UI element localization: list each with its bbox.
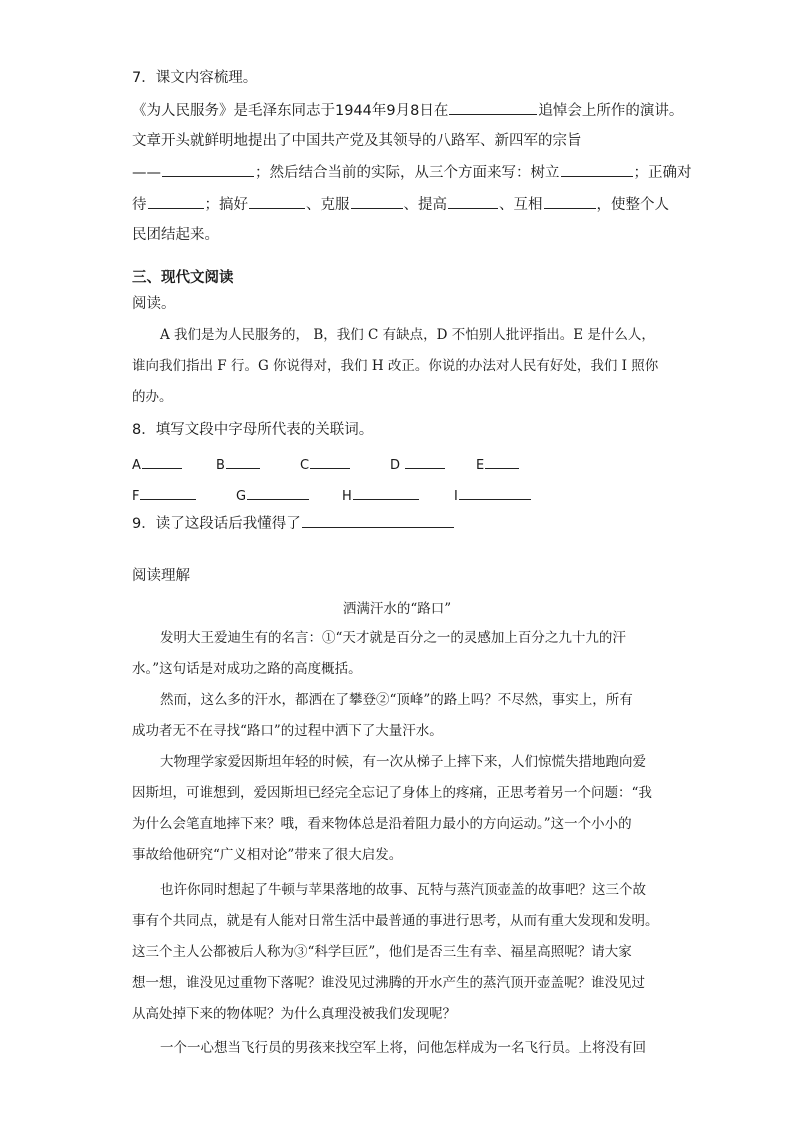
blank-E[interactable] xyxy=(485,454,519,469)
q8-prompt: 8．填写文段中字母所代表的关联词。 xyxy=(132,422,374,438)
reading-line: 为什么会笔直地摔下来？哦，看来物体总是沿着阻力最小的方向运动。”这一个小小的 xyxy=(132,816,632,832)
q7-blank-4[interactable] xyxy=(148,194,204,209)
reading-line: 成功者无不在寻找“路口”的过程中洒下了大量汗水。 xyxy=(132,723,443,739)
answer-slot-G[interactable] xyxy=(236,485,310,504)
q7-blank-7[interactable] xyxy=(448,194,498,209)
section-heading: 三、现代文阅读 xyxy=(132,270,234,286)
q7-title: 7．课文内容梳理。 xyxy=(132,70,258,86)
blank-I[interactable] xyxy=(459,485,531,500)
reading-line: 事有个共同点，就是有人能对日常生活中最普通的事进行思考，从而有重大发现和发明。 xyxy=(132,913,659,929)
q7-line1-text-b: 追悼会上所作的演讲。 xyxy=(538,103,684,119)
blank-G[interactable] xyxy=(247,485,309,500)
blank-H[interactable] xyxy=(353,485,419,500)
reading-line: 从高处掉下来的物体呢？为什么真理没被我们发现呢？ xyxy=(132,1006,456,1022)
q7-line4-text-e: 、互相 xyxy=(499,197,543,213)
answer-slot-D[interactable] xyxy=(390,454,446,473)
q7-line4-text-f: ，使整个人 xyxy=(596,197,669,213)
blank-D[interactable] xyxy=(405,454,445,469)
q7-line4-text-b: ；搞好 xyxy=(204,197,248,213)
q7-line2: 文章开头就鲜明地提出了中国共产党及其领导的八路军、新四军的宗旨 xyxy=(132,133,582,149)
answer-slot-H[interactable] xyxy=(342,485,420,504)
reading-line: 因斯坦，可谁想到，爱因斯坦已经完全忘记了身体上的疼痛，正思考着另一个问题：“我 xyxy=(132,785,652,801)
letter-label: E xyxy=(476,458,485,473)
reading-line: 也许你同时想起了牛顿与苹果落地的故事、瓦特与蒸汽顶壶盖的故事吧？这三个故 xyxy=(160,882,646,898)
reading-line: 大物理学家爱因斯坦年轻的时候，有一次从梯子上摔下来，人们惊慌失措地跑向爱 xyxy=(160,754,646,770)
q7-line3-dash: —— xyxy=(132,165,161,181)
reading-line: 水。”这句话是对成功之路的高度概括。 xyxy=(132,661,362,677)
answer-slot-A[interactable] xyxy=(132,454,183,473)
reading-line: 想一想，谁没见过重物下落呢？谁没见过沸腾的开水产生的蒸汽顶开壶盖呢？谁没见过 xyxy=(132,975,645,991)
q7-line3-text-c: ；正确对 xyxy=(633,165,692,181)
q8-answer-row-2 xyxy=(132,485,552,505)
letter-label: A xyxy=(132,458,141,473)
answer-slot-C[interactable] xyxy=(300,454,351,473)
passage-line-3: 的办。 xyxy=(132,389,173,405)
letter-label: C xyxy=(300,458,310,473)
letter-label: I xyxy=(454,489,458,504)
q7-blank-3[interactable] xyxy=(561,162,633,177)
letter-label: H xyxy=(342,489,352,504)
q7-line4-text-d: 、提高 xyxy=(403,197,447,213)
answer-slot-B[interactable] xyxy=(216,454,261,473)
q9-prompt: 9．读了这段话后我懂得了 xyxy=(132,516,301,532)
q9-blank[interactable] xyxy=(302,513,454,528)
q7-blank-1[interactable] xyxy=(449,100,537,115)
q7-line3-text-b: ；然后结合当前的实际，从三个方面来写：树立 xyxy=(255,165,560,181)
q7-line3 xyxy=(132,162,692,183)
q7-line4-text-a: 待 xyxy=(132,197,147,213)
answer-slot-I[interactable] xyxy=(454,485,532,504)
q9-line xyxy=(132,513,455,534)
reading-line: 事故给他研究“广义相对论”带来了很大启发。 xyxy=(132,847,403,863)
letter-label: G xyxy=(236,489,247,504)
letter-label: F xyxy=(132,489,140,504)
passage-line-1: A 我们是为人民服务的， B，我们 C 有缺点，D 不怕别人批评指出。E 是什么人， xyxy=(160,327,655,343)
letter-label: D xyxy=(390,458,401,473)
q8-answer-row-1 xyxy=(132,454,552,474)
passage-line-2: 谁向我们指出 F 行。G 你说得对，我们 H 改正。你说的办法对人民有好处，我们 I 照你 xyxy=(132,358,659,374)
section-instruction: 阅读。 xyxy=(132,296,176,312)
blank-A[interactable] xyxy=(142,454,182,469)
blank-F[interactable] xyxy=(140,485,196,500)
q7-line1-text-a: 《为人民服务》是毛泽东同志于1944年9月8日在 xyxy=(132,103,449,119)
answer-slot-E[interactable] xyxy=(476,454,520,473)
q7-line4 xyxy=(132,194,669,215)
reading-line: 然而，这么多的汗水，都洒在了攀登②“顶峰”的路上吗？不尽然，事实上，所有 xyxy=(160,692,633,708)
q7-blank-2[interactable] xyxy=(162,162,254,177)
q7-blank-8[interactable] xyxy=(544,194,596,209)
reading-line: 发明大王爱迪生有的名言：①“天才就是百分之一的灵感加上百分之九十九的汗 xyxy=(160,630,626,646)
q7-blank-5[interactable] xyxy=(249,194,305,209)
answer-slot-F[interactable] xyxy=(132,485,197,504)
q7-line1 xyxy=(132,100,683,121)
reading-line: 一个一心想当飞行员的男孩来找空军上将，问他怎样成为一名飞行员。上将没有回 xyxy=(160,1040,646,1056)
q7-line5: 民团结起来。 xyxy=(132,227,219,243)
reading-line: 这三个主人公都被后人称为③“科学巨匠”，他们是否三生有幸、福星高照呢？请大家 xyxy=(132,944,632,960)
blank-C[interactable] xyxy=(310,454,350,469)
reading-label: 阅读理解 xyxy=(132,568,190,584)
blank-B[interactable] xyxy=(226,454,260,469)
letter-label: B xyxy=(216,458,225,473)
q7-line4-text-c: 、克服 xyxy=(306,197,350,213)
passage-title: 洒满汗水的“路口” xyxy=(342,601,452,617)
q7-blank-6[interactable] xyxy=(351,194,403,209)
